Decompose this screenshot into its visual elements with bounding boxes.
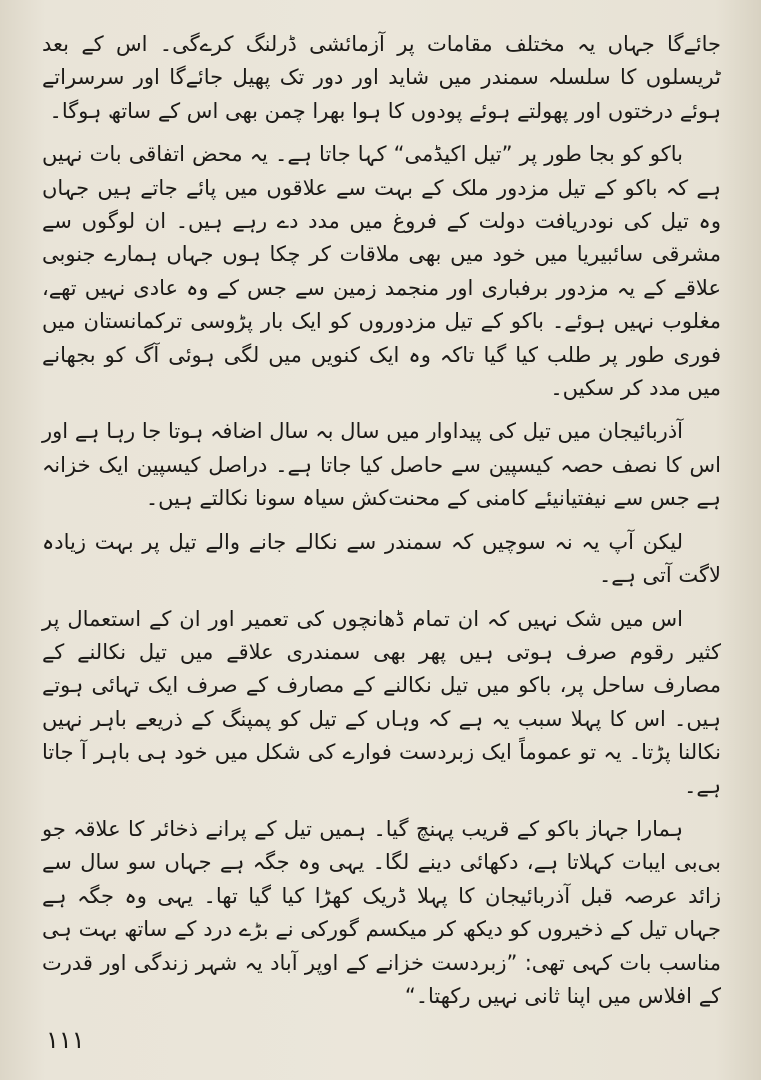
paragraph-2: باکو کو بجا طور پر ”تیل اکیڈمی“ کہا جاتا ہے۔ یہ محض اتفاقی بات نہیں ہے کہ باکو کے تیل مزدور ملک کے بہت سے علاقوں میں پائے جاتے ہیں جہاں وہ تیل کی نودریافت دولت کے فروغ میں مدد دے رہے ہیں۔ ان لوگوں سے مشرقی سائبیریا میں خود میں بھی ملاقات کر چکا ہوں جہاں ہمارے جنوبی علاقے کے یہ مزدور برفباری اور منجمد زمین سے جس کے وہ عادی نہیں تھے، مغلوب نہیں ہوئے۔ باکو کے تیل مزدوروں کو ایک بار پڑوسی ترکمانستان میں فوری طور پر طلب کیا گیا تاکہ وہ ایک کنویں میں لگی ہوئی آگ کو بجھانے میں مدد کر سکیں۔: [42, 142, 721, 401]
paragraph-1: جائےگا جہاں یہ مختلف مقامات پر آزمائشی ڈرلنگ کرےگی۔ اس کے بعد ٹریسلوں کا سلسلہ سمندر میں شاید اور دور تک پھیل جائےگا اور سرسراتے ہوئے درختوں اور پھولتے ہوئے پودوں کا ہوا بھرا چمن بھی اس کے ساتھ ہوگا۔: [42, 32, 721, 123]
paragraph-5: اس میں شک نہیں کہ ان تمام ڈھانچوں کی تعمیر اور ان کے استعمال پر کثیر رقوم صرف ہوتی ہیں پھر بھی سمندری علاقے میں تیل نکالنے کے مصارف ساحل پر، باکو میں تیل نکالنے کے مصارف کے صرف ایک تہائی ہوتے ہیں۔ اس کا پہلا سبب یہ ہے کہ وہاں کے تیل کو پمپنگ کے ذریعے باہر نہیں نکالنا پڑتا۔ یہ تو عموماً ایک زبردست فوارے کی شکل میں خود ہی باہر آ جاتا ہے۔: [42, 606, 721, 798]
paragraph-4: لیکن آپ یہ نہ سوچیں کہ سمندر سے نکالے جانے والے تیل پر بہت زیادہ لاگت آتی ہے۔: [42, 529, 721, 588]
paragraph-3: آذربائیجان میں تیل کی پیداوار میں سال بہ سال اضافہ ہوتا جا رہا ہے اور اس کا نصف حصہ کیسپین سے حاصل کیا جاتا ہے۔ دراصل کیسپین ایک خزانہ ہے جس سے نیفتیانیئے کامنی کے محنت‌کش سیاہ سونا نکالتے ہیں۔: [42, 419, 721, 511]
paragraph-6: ہمارا جہاز باکو کے قریب پہنچ گیا۔ ہمیں تیل کے پرانے ذخائر کا علاقہ جو بی‌بی ایبات کہلاتا ہے، دکھائی دینے لگا۔ یہی وہ جگہ ہے جہاں سو سال سے زائد عرصہ قبل آذربائیجان کا پہلا ڈریک کھڑا کیا گیا تھا۔ یہی وہ جگہ ہے جہاں تیل کے ذخیروں کو دیکھ کر میکسم گورکی نے بڑے درد کے ساتھ بہت ہی مناسب بات کہی تھی: ”زبردست خزانے کے اوپر آباد یہ شہر زندگی اور قدرت کے افلاس میں اپنا ثانی نہیں رکھتا۔“: [42, 816, 721, 1008]
body-text: [42, 28, 721, 1023]
page-number: ١١١: [46, 1026, 85, 1054]
